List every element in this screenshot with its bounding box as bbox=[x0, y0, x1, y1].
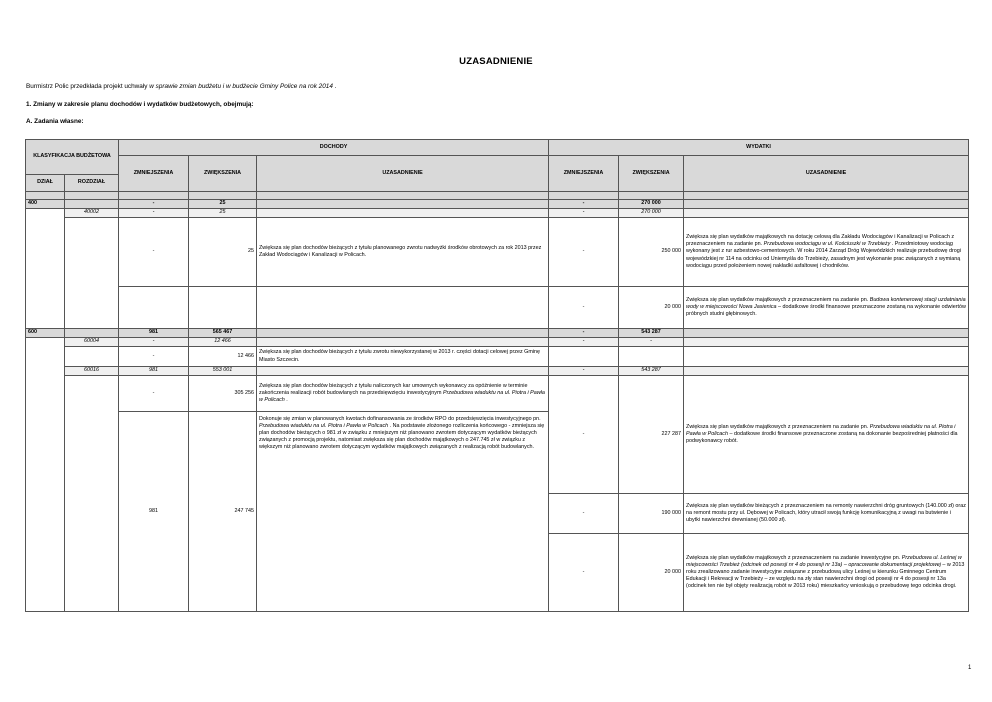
rozdzial-cell bbox=[65, 218, 119, 329]
task-name: Przebudowa wiaduktu na ul. Piotra i Pawła w Policach bbox=[686, 423, 956, 437]
dochody-zmniejszenia-cell: 981 bbox=[119, 367, 189, 376]
header-rozdzial: ROZDZIAŁ bbox=[65, 175, 119, 192]
wydatki-zwiekszenia-cell: 543 287 bbox=[619, 329, 684, 338]
task-name: Przebudowa wiaduktu na ul. Piotra i Pawła w Policach bbox=[259, 423, 389, 430]
wydatki-zwiekszenia-cell: 270 000 bbox=[619, 200, 684, 209]
rozdzial-cell bbox=[65, 329, 119, 338]
wydatki-uzasadnienie-cell bbox=[684, 287, 969, 329]
header-dochody-uzasadnienie: UZASADNIENIE bbox=[257, 156, 549, 192]
wydatki-zwiekszenia-cell: 190 000 bbox=[619, 494, 684, 534]
wydatki-zwiekszenia-cell bbox=[619, 347, 684, 367]
wydatki-zmniejszenia-cell: - bbox=[549, 367, 619, 376]
dochody-zmniejszenia-cell bbox=[119, 287, 189, 329]
wydatki-zwiekszenia-cell: 250 000 bbox=[619, 218, 684, 287]
rozdzial-cell bbox=[65, 376, 119, 612]
wydatki-zmniejszenia-cell bbox=[549, 347, 619, 367]
dochody-uzasadnienie-cell bbox=[257, 200, 549, 209]
justification-text: – dodatkowe środki finansowe przeznaczone zostaną na dokonanie bezpośredniej płatności dla podwykonawcy robót. bbox=[686, 430, 958, 445]
wydatki-uzasadnienie-cell bbox=[684, 367, 969, 376]
dochody-uzasadnienie-cell bbox=[257, 412, 549, 612]
wydatki-zmniejszenia-cell: - bbox=[549, 287, 619, 329]
wydatki-uzasadnienie-cell: Zwiększa się plan wydatków bieżących z przeznaczeniem na remonty nawierzchni dróg gruntowych (140.000 zł) oraz na remont mostu przy ul. Dębowej w Policach, który utracił swoją funkcję komunikacyjną z uwagi na butwienie i ubytki nawierzchni drewnianej (50.000 zł). bbox=[684, 494, 969, 534]
wydatki-zmniejszenia-cell: - bbox=[549, 494, 619, 534]
dochody-uzasadnienie-cell bbox=[257, 376, 549, 412]
task-name: Przebudowa wiaduktu na ul. Piotra i Pawła w Policach bbox=[259, 389, 545, 404]
wydatki-zmniejszenia-cell: - bbox=[549, 376, 619, 494]
dochody-zwiekszenia-cell: 25 bbox=[189, 218, 257, 287]
dochody-zwiekszenia-cell: 565 467 bbox=[189, 329, 257, 338]
dochody-uzasadnienie-cell bbox=[257, 287, 549, 329]
table-row-rozdzial-60016 bbox=[26, 367, 969, 376]
justification-text: – w 2013 roku zrealizowano zadanie inwestycyjne związane z przebudową ulicy Leśnej w kierunku Gminnego Centrum Edukacji i Rekreacji w Trzebieży – ze względu na zły stan nawierzchni drogi od posesji nr 4 do posesji nr 13a (odcinek ten nie był objęty realizacją robót w 2013 roku) mieszkańcy wnioskują o przebudowę tego odcinka drogi. bbox=[686, 561, 965, 590]
dochody-zwiekszenia-cell: 247 745 bbox=[189, 412, 257, 612]
rozdzial-cell bbox=[65, 347, 119, 367]
wydatki-uzasadnienie-cell bbox=[684, 200, 969, 209]
justification-text: Zwiększa się plan wydatków majątkowych z przeznaczeniem na zadanie pn. bbox=[686, 296, 870, 303]
justification-text: Zwiększa się plan wydatków majątkowych z przeznaczeniem na zadanie inwestycyjne pn. bbox=[686, 554, 902, 561]
dochody-zmniejszenia-cell: - bbox=[119, 347, 189, 367]
dochody-zwiekszenia-cell: 25 bbox=[189, 200, 257, 209]
dochody-zmniejszenia-cell: - bbox=[119, 218, 189, 287]
wydatki-zmniejszenia-cell: - bbox=[549, 338, 619, 347]
wydatki-zwiekszenia-cell: 20 000 bbox=[619, 287, 684, 329]
wydatki-zmniejszenia-cell: - bbox=[549, 200, 619, 209]
dochody-zmniejszenia-cell: - bbox=[119, 209, 189, 218]
header-wydatki-uzasadnienie: UZASADNIENIE bbox=[684, 156, 969, 192]
justification-text: Dokonuje się zmian w planowanych kwotach dofinansowania ze środków RPO do przedsięwzięcia inwestycyjnego pn. bbox=[259, 416, 541, 422]
table-row-rozdzial-60004 bbox=[26, 338, 969, 347]
task-name: Przebudowa wodociągu w ul. Kościuszki w Trzebieży bbox=[763, 241, 891, 248]
dzial-cell bbox=[26, 338, 65, 612]
wydatki-zwiekszenia-cell: - bbox=[619, 338, 684, 347]
dochody-uzasadnienie-cell bbox=[257, 329, 549, 338]
wydatki-uzasadnienie-cell bbox=[684, 218, 969, 287]
header-dochody-zwiekszenia: ZWIĘKSZENIA bbox=[189, 156, 257, 192]
header-wydatki-zmniejszenia: ZMNIEJSZENIA bbox=[549, 156, 619, 192]
rozdzial-cell: 40002 bbox=[65, 209, 119, 218]
dochody-zmniejszenia-cell: 981 bbox=[119, 412, 189, 612]
justification-text: Zwiększa się plan wydatków majątkowych z przeznaczeniem na zadanie pn. bbox=[686, 423, 870, 430]
wydatki-uzasadnienie-cell bbox=[684, 534, 969, 612]
wydatki-zmniejszenia-cell: - bbox=[549, 209, 619, 218]
dochody-zwiekszenia-cell: 553 001 bbox=[189, 367, 257, 376]
task-name: Budowa kontenerowej stacji uzdatniania wody w miejscowości Nowa Jasienica bbox=[686, 296, 966, 310]
wydatki-uzasadnienie-cell bbox=[684, 209, 969, 218]
rozdzial-cell: 60004 bbox=[65, 338, 119, 347]
rozdzial-cell bbox=[65, 200, 119, 209]
header-dochody-zmniejszenia: ZMNIEJSZENIA bbox=[119, 156, 189, 192]
table-row bbox=[26, 287, 969, 329]
dochody-zmniejszenia-cell: - bbox=[119, 200, 189, 209]
wydatki-uzasadnienie-cell bbox=[684, 376, 969, 494]
dochody-zwiekszenia-cell bbox=[189, 287, 257, 329]
section-a-heading: A. Zadania własne: bbox=[26, 118, 84, 125]
table-row bbox=[26, 376, 969, 412]
table-row-rozdzial-40002 bbox=[26, 209, 969, 218]
spacer-row bbox=[26, 192, 969, 200]
dochody-uzasadnienie-cell bbox=[257, 338, 549, 347]
dochody-zmniejszenia-cell: 981 bbox=[119, 329, 189, 338]
wydatki-uzasadnienie-cell bbox=[684, 347, 969, 367]
dochody-uzasadnienie-cell bbox=[257, 209, 549, 218]
table-row bbox=[26, 218, 969, 287]
table-row bbox=[26, 347, 969, 367]
justification-text: Zwiększa się plan dochodów bieżących z tytułu naliczonych kar umownych wykonawcy za opóźnienie w terminie zakończenia realizacji robót budowlanych na przedsięwzięciu inwestycyjnym bbox=[259, 382, 528, 396]
justification-text: . bbox=[284, 397, 288, 404]
wydatki-zwiekszenia-cell: 270 000 bbox=[619, 209, 684, 218]
intro-paragraph bbox=[26, 83, 336, 90]
header-dzial: DZIAŁ bbox=[26, 175, 65, 192]
dzial-cell: 400 bbox=[26, 200, 65, 209]
dochody-zwiekszenia-cell: 305 256 bbox=[189, 376, 257, 412]
justification-text: – dodatkowe środki finansowe przeznaczone zostaną na wykonanie odwiertów próbnych studni głębinowych. bbox=[686, 303, 966, 318]
dochody-zmniejszenia-cell: - bbox=[119, 376, 189, 412]
intro-italic-text: w sprawie zmian budżetu i w budżecie Gminy Police na rok 2014 bbox=[149, 83, 333, 90]
intro-end: . bbox=[332, 83, 337, 90]
wydatki-zwiekszenia-cell: 543 287 bbox=[619, 367, 684, 376]
justification-text: . Na podstawie złożonego rozliczenia końcowego - zmniejsza się plan dochodów bieżących o 981 zł w związku z mniejszym niż planowano zwrotem dotyczącym wydatków bieżących związanych z promocją projektu, natomiast zwiększa się plan dochodów majątkowych o 247.745 zł w związku z większym niż planowano zwrotem dotyczącym wydatków majątkowych związanych z realizacją robót budowlanych. bbox=[259, 423, 545, 451]
dochody-zwiekszenia-cell: 12 466 bbox=[189, 338, 257, 347]
budget-changes-table bbox=[25, 139, 969, 612]
header-wydatki: WYDATKI bbox=[549, 140, 969, 156]
task-name: Przebudowa ul. Leśnej w miejscowości Trzebież (odcinek od posesji nr 4 do posesji nr 13a) – opracowanie dokumentacji projektowej bbox=[686, 554, 962, 568]
dochody-uzasadnienie-cell: Zwiększa się plan dochodów bieżących z tytułu zwrotu niewykorzystanej w 2013 r. części dotacji celowej przez Gminę Miasto Szczecin. bbox=[257, 347, 549, 367]
dochody-uzasadnienie-cell bbox=[257, 367, 549, 376]
dochody-zmniejszenia-cell: - bbox=[119, 338, 189, 347]
section-1-heading: 1. Zmiany w zakresie planu dochodów i wydatków budżetowych, obejmują: bbox=[26, 101, 254, 108]
document-title: UZASADNIENIE bbox=[459, 56, 533, 67]
header-wydatki-zwiekszenia: ZWIĘKSZENIA bbox=[619, 156, 684, 192]
intro-text: Burmistrz Polic przedkłada projekt uchwały bbox=[26, 83, 150, 90]
page-number: 1 bbox=[968, 665, 972, 671]
wydatki-uzasadnienie-cell bbox=[684, 329, 969, 338]
justification-text: . Przedmiotowy wodociąg wykonany jest z rur azbestowo-cementowych. W roku 2014 Zarząd Dróg Wojewódzkich realizuje przebudowę drogi wojewódzkiej nr 114 na odcinku od Uniemyśla do Trzebieży, zasadnym jest wykonanie prac związanych z wymianą wodociągu przed położeniem nowej nakładki asfaltowej i chodników. bbox=[686, 241, 961, 269]
header-klasyfikacja: KLASYFIKACJA BUDŻETOWA bbox=[26, 140, 119, 175]
dzial-cell: 600 bbox=[26, 329, 65, 338]
rozdzial-cell: 60016 bbox=[65, 367, 119, 376]
wydatki-zwiekszenia-cell: 227 287 bbox=[619, 376, 684, 494]
dzial-cell bbox=[26, 209, 65, 329]
wydatki-zmniejszenia-cell: - bbox=[549, 534, 619, 612]
wydatki-zwiekszenia-cell: 20 000 bbox=[619, 534, 684, 612]
header-dochody: DOCHODY bbox=[119, 140, 549, 156]
dochody-uzasadnienie-cell: Zwiększa się plan dochodów bieżących z tytułu planowanego zwrotu nadwyżki środków obrotowych za rok 2013 przez Zakład Wodociągów i Kanalizacji w Policach. bbox=[257, 218, 549, 287]
wydatki-zmniejszenia-cell: - bbox=[549, 329, 619, 338]
wydatki-zmniejszenia-cell: - bbox=[549, 218, 619, 287]
dochody-zwiekszenia-cell: 12 466 bbox=[189, 347, 257, 367]
justification-text: Zwiększa się plan wydatków majątkowych na dotację celową dla Zakładu Wodociągów i Kanalizacji w Policach z przeznaczeniem na zadanie pn. bbox=[686, 234, 955, 248]
dochody-zwiekszenia-cell: 25 bbox=[189, 209, 257, 218]
table-row-dzial-400 bbox=[26, 200, 969, 209]
wydatki-uzasadnienie-cell bbox=[684, 338, 969, 347]
table-row-dzial-600 bbox=[26, 329, 969, 338]
